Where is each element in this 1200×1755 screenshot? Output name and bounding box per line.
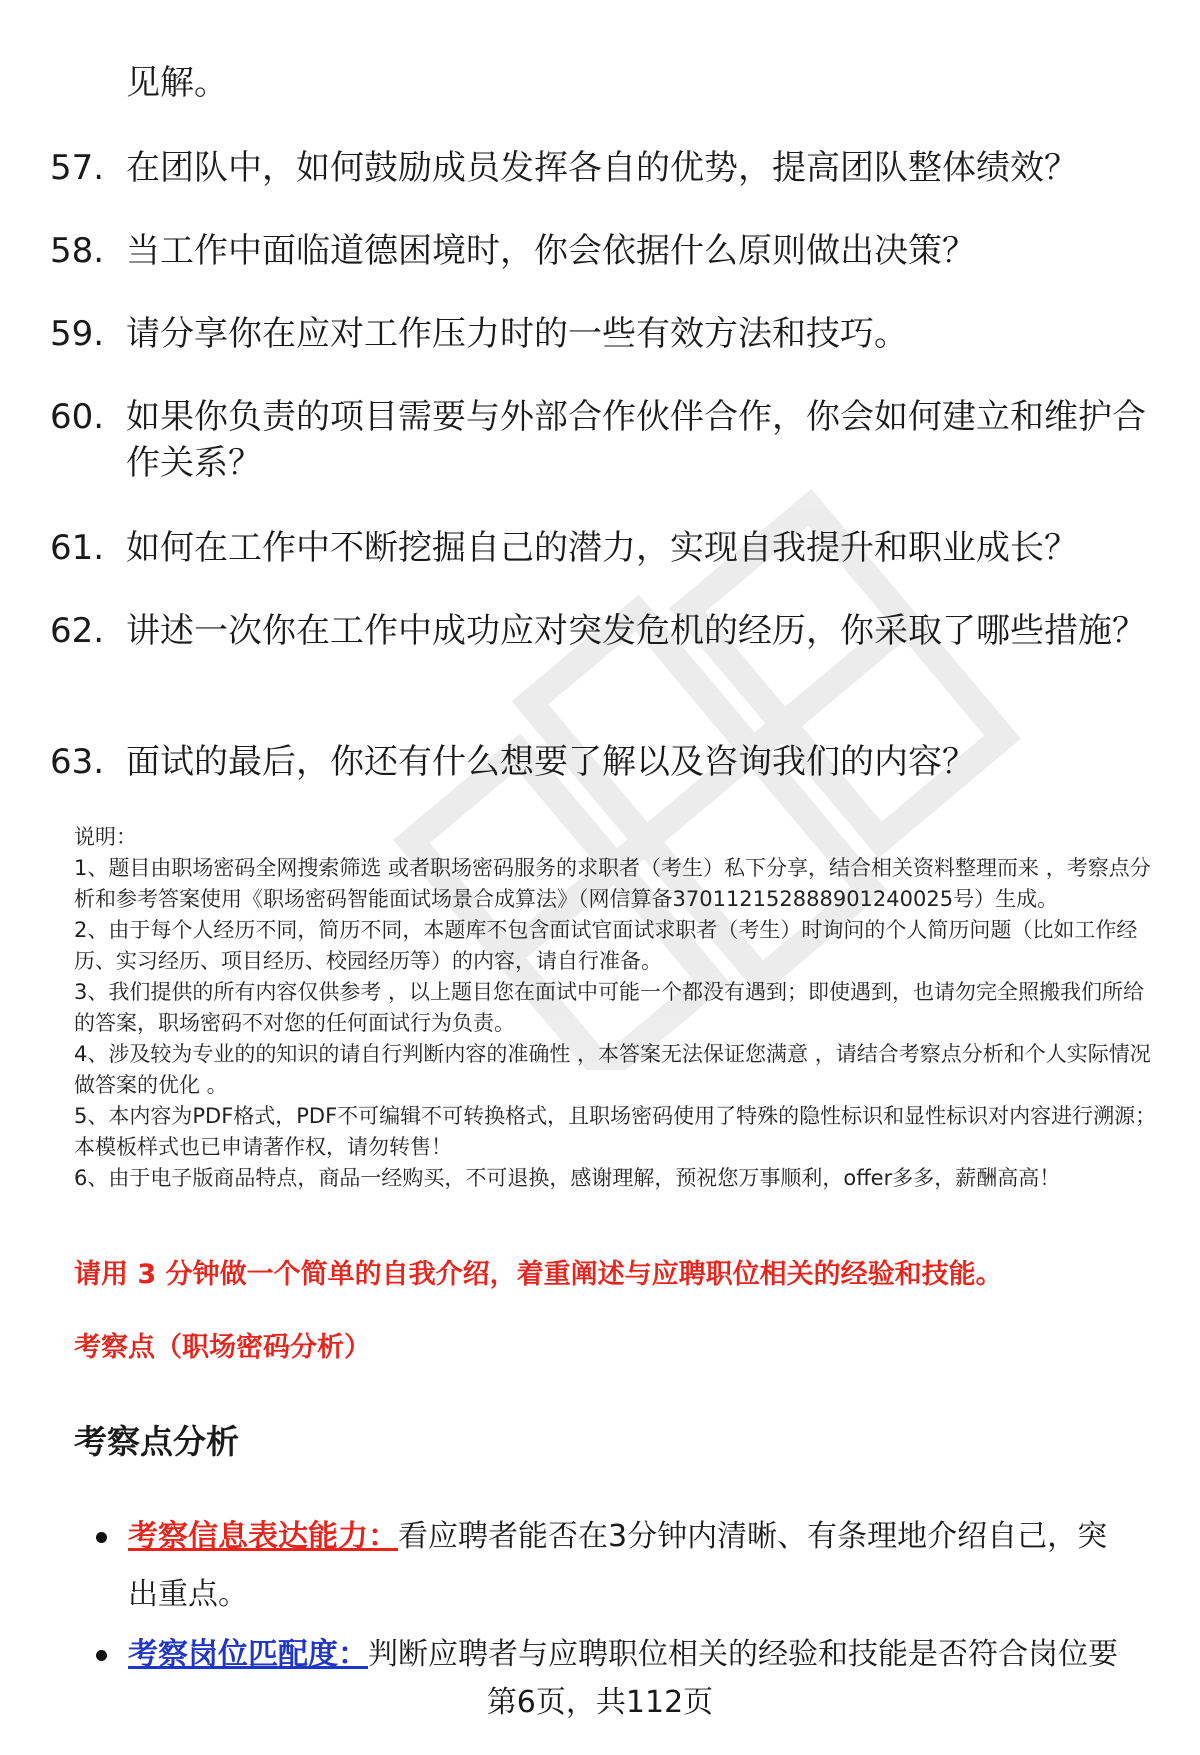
page-number-footer: 第6页，共112页 — [486, 1685, 714, 1720]
bullet-text: 看应聘者能否在3分钟内清晰、有条理地介绍自己，突出重点。 — [128, 1519, 1108, 1612]
question-continuation: 见解。 — [126, 63, 228, 103]
analysis-label: 考察点（职场密码分析） — [74, 1332, 371, 1363]
question-number: 62. — [50, 611, 105, 651]
notes-item: 4、涉及较为专业的的知识的请自行判断内容的准确性 ，本答案无法保证您满意 ，请结合考察点分析和个人实际情况做答案的优化 。 — [74, 1042, 1151, 1097]
notes-item: 1、题目由职场密码全网搜索筛选 或者职场密码服务的求职者（考生）私下分享，结合相关资料整理而来 ，考察点分析和参考答案使用《职场密码智能面试场景合成算法》（网信算备370112152888901240025号）生成。 — [74, 856, 1151, 911]
notes-item: 2、由于每个人经历不同，简历不同，本题库不包含面试官面试求职者（考生）时询问的个人简历问题（比如工作经历、实习经历、项目经历、校园经历等）的内容，请自行准备。 — [74, 918, 1138, 973]
notes-item: 3、我们提供的所有内容仅供参考 ，以上题目您在面试中可能一个都没有遇到；即使遇到，也请勿完全照搬我们所给的答案，职场密码不对您的任何面试行为负责。 — [74, 980, 1145, 1035]
question-text: 如何在工作中不断挖掘自己的潜力，实现自我提升和职业成长？ — [126, 528, 1078, 568]
question-text: 请分享你在应对工作压力时的一些有效方法和技巧。 — [126, 314, 908, 354]
question-text: 如果你负责的项目需要与外部合作伙伴合作，你会如何建立和维护合作关系？ — [126, 397, 1146, 483]
notes-item: 6、由于电子版商品特点，商品一经购买，不可退换，感谢理解，预祝您万事顺利，offer多多，薪酬高高！ — [74, 1166, 1061, 1190]
question-number: 60. — [50, 397, 105, 437]
notes-block — [74, 822, 1164, 1194]
bullet-label-link[interactable]: 考察岗位匹配度： — [128, 1637, 368, 1672]
question-number: 57. — [50, 148, 105, 188]
question-text: 讲述一次你在工作中成功应对突发危机的经历，你采取了哪些措施？ — [126, 611, 1146, 651]
question-text: 当工作中面临道德困境时，你会依据什么原则做出决策？ — [126, 231, 976, 271]
question-text: 在团队中，如何鼓励成员发挥各自的优势，提高团队整体绩效？ — [126, 148, 1078, 188]
question-number: 61. — [50, 528, 105, 568]
bullet-item — [96, 1626, 1136, 1684]
bullet-dot — [96, 1650, 107, 1661]
question-number: 59. — [50, 314, 105, 354]
question-text: 面试的最后，你还有什么想要了解以及咨询我们的内容？ — [126, 742, 976, 782]
bullet-dot — [96, 1532, 107, 1543]
notes-item: 5、本内容为PDF格式，PDF不可编辑不可转换格式，且职场密码使用了特殊的隐性标识和显性标识对内容进行溯源；本模板样式也已申请著作权，请勿转售！ — [74, 1104, 1157, 1159]
question-number: 58. — [50, 231, 105, 271]
notes-title: 说明： — [74, 825, 137, 849]
bullet-label-link[interactable]: 考察信息表达能力： — [128, 1519, 398, 1554]
bullet-text: 判断应聘者与应聘职位相关的经验和技能是否符合岗位要 — [368, 1637, 1118, 1672]
bullet-item — [96, 1508, 1136, 1624]
question-number: 63. — [50, 742, 105, 782]
section-heading: 考察点分析 — [74, 1422, 239, 1461]
question-heading: 请用 3 分钟做一个简单的自我介绍，着重阐述与应聘职位相关的经验和技能。 — [74, 1259, 1003, 1290]
